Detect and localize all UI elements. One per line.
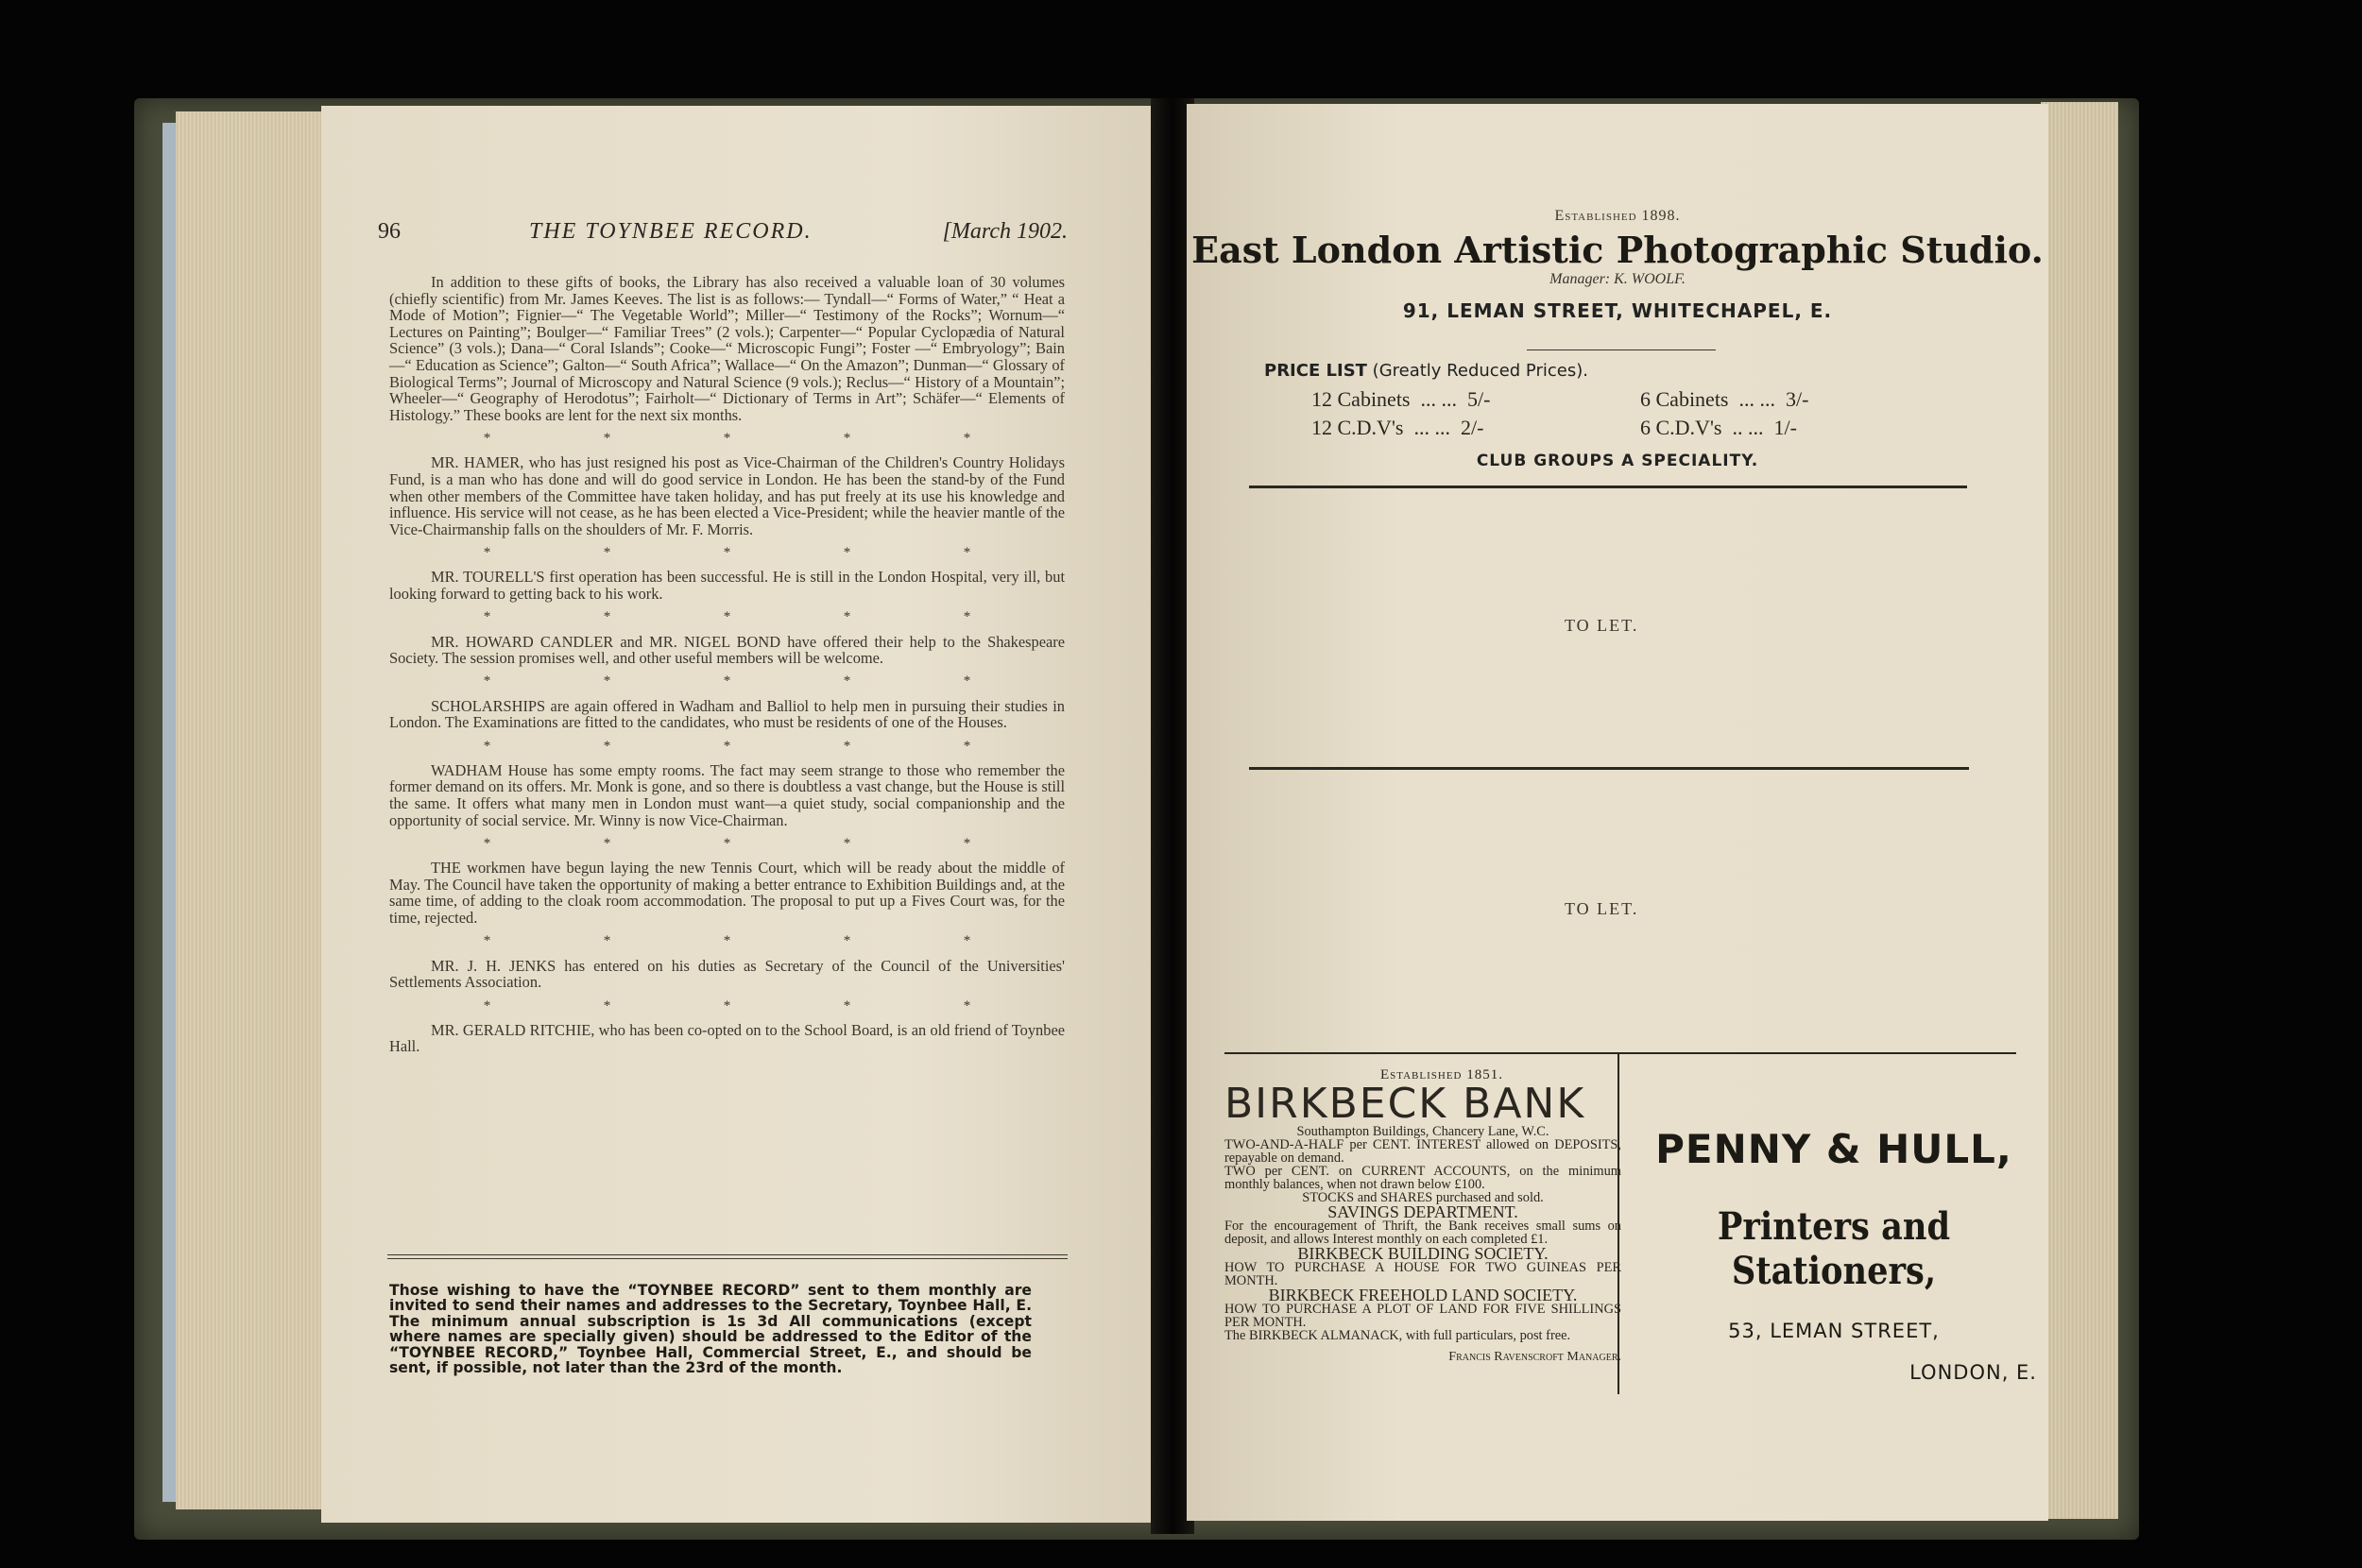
bank-established: Established 1851. [1379, 1067, 1503, 1082]
bank-signature: Francis Ravenscroft Manager. [1448, 1350, 1621, 1364]
studio-name: East London Artistic Photographic Studio. [1191, 229, 2044, 271]
price-list-label: PRICE LIST [1264, 361, 1367, 381]
price-list-heading [1264, 361, 1588, 381]
article-body [389, 274, 1065, 1055]
printer-name: PENNY & HULL, [1655, 1126, 2012, 1172]
paragraph-jenks: MR. J. H. JENKS has entered on his duties as Secretary of the Council of the Universities' Settlements Association. [389, 956, 1065, 992]
left-page [321, 106, 1156, 1523]
printer-town: LONDON, E. [1909, 1361, 2037, 1384]
separator: * * * * * [483, 609, 971, 625]
divider [1249, 486, 1967, 488]
bank-details: Southampton Buildings, Chancery Lane, W.C. TWO-AND-A-HALF per CENT. INTEREST allowed on DEPOSITS, repayable on demand. TWO per CENT. on CURRENT ACCOUNTS, on the minimum monthly balances, when not drawn below £100. STOCKS and SHARES purchased and sold. SAVINGS DEPARTMENT. For the encouragement of Thrift, the Bank receives small sums on deposit, and allows Interest monthly on each completed £1. BIRKBECK BUILDING SOCIETY. HOW TO PURCHASE A HOUSE FOR TWO GUINEAS PER MONTH. BIRKBECK FREEHOLD LAND SOCIETY. HOW TO PURCHASE A PLOT OF LAND FOR FIVE SHILLINGS PER MONTH. The BIRKBECK ALMANACK, with full particulars, post free. [1224, 1124, 1621, 1343]
running-title: THE TOYNBEE RECORD. [529, 219, 813, 244]
printer-trade: Printers and Stationers, [1717, 1204, 1951, 1293]
separator: * * * * * [483, 933, 971, 949]
divider [387, 1258, 1068, 1259]
paragraph-tennis-court: THE workmen have begun laying the new Tennis Court, which will be ready about the middle of May. The Council have taken the opportunity of making a better entrance to Exhibition Buildings and, at the same time, of adding to the cloak room accommodation. The proposal to put up a Fives Court was, for the time, rejected. [389, 859, 1065, 928]
studio-address: 91, LEMAN STREET, WHITECHAPEL, E. [1402, 299, 1833, 322]
club-groups: CLUB GROUPS A SPECIALITY. [1476, 452, 1759, 470]
price-list-note: (Greatly Reduced Prices). [1372, 361, 1588, 381]
studio-advertisement [1187, 208, 2048, 322]
price-row: 6 Cabinets ... ... 3/- [1640, 387, 1809, 411]
page-edges-right [2041, 102, 2118, 1519]
separator: * * * * * [483, 835, 971, 851]
to-let-notice: TO LET. [1565, 616, 1639, 635]
page-header [378, 219, 1068, 249]
to-let-notice: TO LET. [1565, 899, 1639, 918]
studio-established: Established 1898. [1554, 208, 1681, 224]
printer-advertisement [1631, 1115, 2037, 1384]
paragraph-scholarships: SCHOLARSHIPS are again offered in Wadham and Balliol to help men in pursuing their studies in London. The Examinations are fitted to the candidates, who must be residents of one of the Houses. [389, 696, 1065, 732]
price-row: 12 C.D.V's ... ... 2/- [1311, 416, 1484, 439]
paragraph-ritchie: MR. GERALD RITCHIE, who has been co-opted on to the School Board, is an old friend of Toynbee Hall. [389, 1020, 1065, 1056]
paragraph-wadham: WADHAM House has some empty rooms. The fact may seem strange to those who remember the former demand on its offers. Mr. Monk is gone, and so there is doubtless a vast change, but the House is still the same. It offers what many men in London must want—a quiet study, social companionship and the opportunity of social service. Mr. Winny is now Vice-Chairman. [389, 760, 1065, 829]
separator: * * * * * [483, 431, 971, 447]
paragraph-candler: MR. HOWARD CANDLER and MR. NIGEL BOND have offered their help to the Shakespeare Society. The session promises well, and other useful members will be welcome. [389, 632, 1065, 668]
right-page [1187, 104, 2048, 1521]
printer-address: 53, LEMAN STREET, [1728, 1320, 1940, 1342]
paragraph-tourell: MR. TOURELL'S first operation has been successful. He is still in the London Hospital, very ill, but looking forward to getting back to his work. [389, 568, 1065, 603]
divider [1249, 767, 1969, 770]
paragraph-library: In addition to these gifts of books, the Library has also received a valuable loan of 30 volumes (chiefly scientific) from Mr. James Keeves. The list is as follows:— Tyndall—“ Forms of Water,” “ Heat a Mode of Motion”; Fignier—“ The Vegetable World”; Miller—“ Testimony of the Rocks”; Wornum—“ Lectures on Painting”; Boulger—“ Familiar Trees” (2 vols.); Carpenter—“ Popular Cyclopædia of Natural Science” (3 vols.); Dana—“ Coral Islands”; Cooke—“ Microscopic Fungi”; Foster —“ Embryology”; Bain—“ Education as Science”; Galton—“ South Africa”; Wallace—“ On the Amazon”; Dunman—“ Glossary of Biological Terms”; Journal of Microscopy and Natural Science (9 vols.); Reclus—“ History of a Mountain”; Wheeler—“ Geography of Herodotus”; Fairholt—“ Dictionary of Terms in Art”; Schäfer—“ Elements of Histology.” These books are lent for the next six months. [389, 273, 1065, 424]
divider [387, 1254, 1068, 1255]
separator: * * * * * [483, 545, 971, 561]
bank-name: BIRKBECK BANK [1224, 1080, 1586, 1128]
divider [1224, 1052, 2016, 1054]
separator: * * * * * [483, 738, 971, 754]
page-number: 96 [378, 219, 401, 244]
paragraph-hamer: MR. HAMER, who has just resigned his post as Vice-Chairman of the Children's Country Holidays Fund, is a man who has done and will do good service in London. He has been the stand-by of the Fund when other members of the Committee have taken holiday, and has put freely at its use his knowledge and influence. His service will not cease, as he has been elected a Vice-President; while the heavier mantle of the Vice-Chairmanship falls on the shoulders of Mr. F. Morris. [389, 453, 1065, 538]
separator: * * * * * [483, 997, 971, 1014]
separator: * * * * * [483, 673, 971, 690]
divider [1527, 349, 1716, 350]
price-row: 6 C.D.V's .. ... 1/- [1640, 416, 1797, 439]
subscription-notice: Those wishing to have the “TOYNBEE RECORD” sent to them monthly are invited to send their names and addresses to the Secretary, Toynbee Hall, E. The minimum annual subscription is 1s 3d All communications (except where names are specially given) should be addressed to the Editor of the “TOYNBEE RECORD,” Toynbee Hall, Commercial Street, E., and should be sent, if possible, not later than the 23rd of the month. [389, 1282, 1032, 1377]
studio-manager: Manager: K. WOOLF. [1549, 271, 1686, 287]
bank-advertisement [1224, 1067, 1621, 1365]
page-edges-left [176, 111, 327, 1509]
price-row: 12 Cabinets ... ... 5/- [1311, 387, 1491, 411]
issue-date: [March 1902. [942, 219, 1068, 244]
